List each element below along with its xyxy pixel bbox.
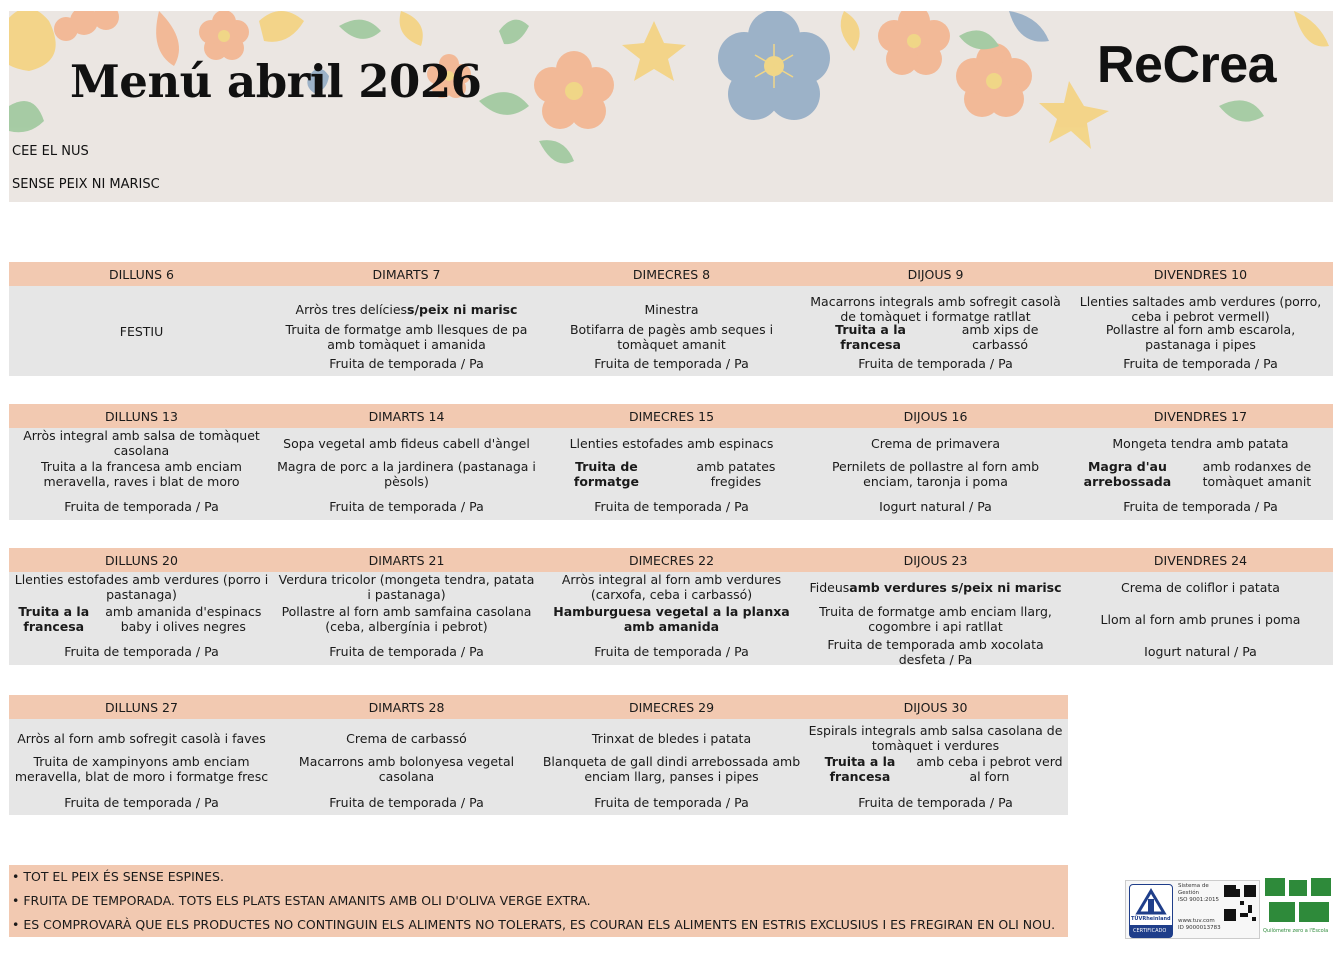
first-course: Verdura tricolor (mongeta tendra, patata i pastanaga) <box>278 572 535 602</box>
first-course: Arròs tres delícies s/peix ni marisc <box>295 301 518 317</box>
day-header: DIJOUS 23 <box>803 548 1068 572</box>
first-course: Fideus amb verdures s/peix ni marisc <box>809 579 1062 595</box>
second-course: Truita a la francesa amb xips de carbassó <box>835 322 1039 352</box>
certified-label: CERTIFICADO <box>1133 928 1167 934</box>
second-course: Pernilets de pollastre al forn amb enciam, taronja i poma <box>831 459 1040 489</box>
day-dishes <box>1068 572 1333 665</box>
certification-text <box>1178 883 1221 932</box>
first-course: Arròs integral al forn amb verdures (carxofa, ceba i carbassó) <box>561 572 782 602</box>
second-course: Pollastre al forn amb samfaina casolana (ceba, albergínia i pebrot) <box>281 604 532 634</box>
first-course: Crema de coliflor i patata <box>1121 579 1280 595</box>
second-course: Botifarra de pagès amb seques i tomàquet amanit <box>569 322 774 352</box>
day-header: DILLUNS 6 <box>9 262 274 286</box>
day-dishes <box>539 286 804 376</box>
day-header: DIVENDRES 24 <box>1068 548 1333 572</box>
first-course: Arròs integral amb salsa de tomàquet casolana <box>23 428 260 458</box>
second-course: Llom al forn amb prunes i poma <box>1100 611 1301 627</box>
first-course: Crema de primavera <box>871 435 1000 451</box>
day-dishes <box>9 719 274 815</box>
day-dishes <box>539 572 804 665</box>
first-course: Macarrons integrals amb sofregit casolà de tomàquet i formatge ratllat <box>810 294 1061 324</box>
day-dishes <box>539 719 804 815</box>
day-header: DIMECRES 22 <box>539 548 804 572</box>
first-course: Espirals integrals amb salsa casolana de tomàquet i verdures <box>808 723 1063 753</box>
qr-code-icon <box>1224 885 1256 921</box>
second-course: Truita de formatge amb patates fregides <box>573 459 776 489</box>
day-dishes <box>539 428 804 520</box>
day-header: DIMECRES 29 <box>539 695 804 719</box>
dessert: Fruita de temporada / Pa <box>594 644 749 659</box>
day-header: DIMECRES 8 <box>539 262 804 286</box>
menu-header <box>9 11 1333 202</box>
second-course: Truita a la francesa amb ceba i pebrot verd al forn <box>824 754 1063 784</box>
dessert: Fruita de temporada / Pa <box>858 355 1013 371</box>
day-header: DIMARTS 21 <box>274 548 539 572</box>
first-course: Arròs al forn amb sofregit casolà i faves <box>17 730 266 746</box>
day-dishes <box>803 286 1068 376</box>
dessert: Fruita de temporada / Pa <box>329 644 484 659</box>
day-header: DIVENDRES 17 <box>1068 404 1333 428</box>
day-dishes <box>9 286 274 376</box>
second-course: Truita de formatge amb enciam llarg, cogombre i api ratllat <box>819 604 1052 634</box>
note-item: • ES COMPROVARÀ QUE ELS PRODUCTES NO CONTINGUIN ELS ALIMENTS NO TOLERATS, ES COURAN ELS ALIMENTS EN ESTRIS EXCLUSIUS I ES FREGIRAN EN OLI NOU. <box>12 917 1056 932</box>
day-dishes <box>274 428 539 520</box>
first-course: Llenties estofades amb espinacs <box>569 435 774 451</box>
iso-certification-badge <box>1125 880 1260 939</box>
day-dishes <box>274 572 539 665</box>
dessert: Iogurt natural / Pa <box>879 498 992 514</box>
dessert: Fruita de temporada / Pa <box>594 498 749 514</box>
day-header: DIJOUS 16 <box>803 404 1068 428</box>
dessert: Fruita de temporada / Pa <box>594 355 749 371</box>
cert-line: Gestión <box>1178 890 1200 896</box>
day-header: DIMARTS 7 <box>274 262 539 286</box>
note-item: • FRUITA DE TEMPORADA. TOTS ELS PLATS ESTAN AMANITS AMB OLI D'OLIVA VERGE EXTRA. <box>12 893 591 908</box>
second-course: Truita a la francesa amb enciam meravella, raves i blat de moro <box>41 459 242 489</box>
local-logo-tagline: Quilòmetre zero a l'Escola <box>1263 928 1329 934</box>
dessert: Fruita de temporada / Pa <box>64 644 219 659</box>
day-dishes <box>803 719 1068 815</box>
dessert: Fruita de temporada / Pa <box>594 794 749 810</box>
menu-title: Menú abril 2026 <box>70 55 482 108</box>
dessert: Fruita de temporada / Pa <box>329 498 484 514</box>
school-name: CEE EL NUS <box>12 144 89 159</box>
day-header: DIMARTS 14 <box>274 404 539 428</box>
day-dishes <box>9 572 274 665</box>
day-header: DIMARTS 28 <box>274 695 539 719</box>
second-course: Magra d'au arrebossada amb rodanxes de tomàquet amanit <box>1083 459 1312 489</box>
first-course: Llenties saltades amb verdures (porro, ceba i pebrot vermell) <box>1079 294 1322 324</box>
first-course: Trinxat de bledes i patata <box>591 730 752 746</box>
second-course: Hamburguesa vegetal a la planxa amb amanida <box>553 604 790 634</box>
first-course: Crema de carbassó <box>346 730 467 746</box>
dessert: Fruita de temporada / Pa <box>858 794 1013 810</box>
second-course: Truita de formatge amb llesques de pa amb tomàquet i amanida <box>285 322 528 352</box>
day-dishes <box>274 286 539 376</box>
day-header: DIJOUS 30 <box>803 695 1068 719</box>
cert-line: ISO 9001:2015 <box>1178 897 1220 903</box>
note-item: • TOT EL PEIX ÉS SENSE ESPINES. <box>12 869 224 884</box>
local-sourcing-logo <box>1263 876 1333 938</box>
day-dishes <box>274 719 539 815</box>
tuv-logo-text: TÜVRheinland <box>1131 916 1171 922</box>
dessert: Iogurt natural / Pa <box>1144 644 1257 659</box>
dessert: Fruita de temporada / Pa <box>1123 355 1278 371</box>
day-dishes <box>803 572 1068 665</box>
second-course: Truita de xampinyons amb enciam meravella, blat de moro i formatge fresc <box>14 754 269 784</box>
second-course: Macarrons amb bolonyesa vegetal casolana <box>298 754 515 784</box>
first-course: Minestra <box>644 301 699 317</box>
dessert: Fruita de temporada / Pa <box>329 794 484 810</box>
second-course: Truita a la francesa amb amanida d'espinacs baby i olives negres <box>18 604 262 634</box>
day-header: DILLUNS 27 <box>9 695 274 719</box>
day-header: DILLUNS 13 <box>9 404 274 428</box>
first-course: Sopa vegetal amb fideus cabell d'àngel <box>283 435 530 451</box>
day-dishes <box>1068 428 1333 520</box>
day-dishes <box>1068 286 1333 376</box>
day-header: DILLUNS 20 <box>9 548 274 572</box>
dessert: Fruita de temporada amb xocolata desfeta / Pa <box>827 636 1044 667</box>
day-header: DIMECRES 15 <box>539 404 804 428</box>
dessert: Fruita de temporada / Pa <box>64 794 219 810</box>
second-course: Magra de porc a la jardinera (pastanaga i pèsols) <box>277 459 536 489</box>
first-course: Mongeta tendra amb patata <box>1112 435 1289 451</box>
cert-url: www.tuv.com <box>1178 918 1215 924</box>
notes-panel <box>9 865 1068 937</box>
tuv-logo-icon <box>1129 884 1173 938</box>
day-dishes <box>803 428 1068 520</box>
dish: FESTIU <box>119 323 164 339</box>
second-course: Blanqueta de gall dindi arrebossada amb enciam llarg, panses i pipes <box>542 754 801 784</box>
diet-restriction: SENSE PEIX NI MARISC <box>12 177 160 192</box>
dessert: Fruita de temporada / Pa <box>64 498 219 514</box>
brand-logo: ReCrea <box>1097 36 1277 94</box>
first-course: Llenties estofades amb verdures (porro i pastanaga) <box>14 572 269 602</box>
cert-id: ID 9000013783 <box>1178 925 1221 931</box>
day-header: DIVENDRES 10 <box>1068 262 1333 286</box>
dessert: Fruita de temporada / Pa <box>1123 498 1278 514</box>
cert-line: Sistema de <box>1178 883 1209 889</box>
day-header: DIJOUS 9 <box>803 262 1068 286</box>
second-course: Pollastre al forn amb escarola, pastanaga i pipes <box>1105 322 1296 352</box>
day-dishes <box>9 428 274 520</box>
dessert: Fruita de temporada / Pa <box>329 355 484 371</box>
